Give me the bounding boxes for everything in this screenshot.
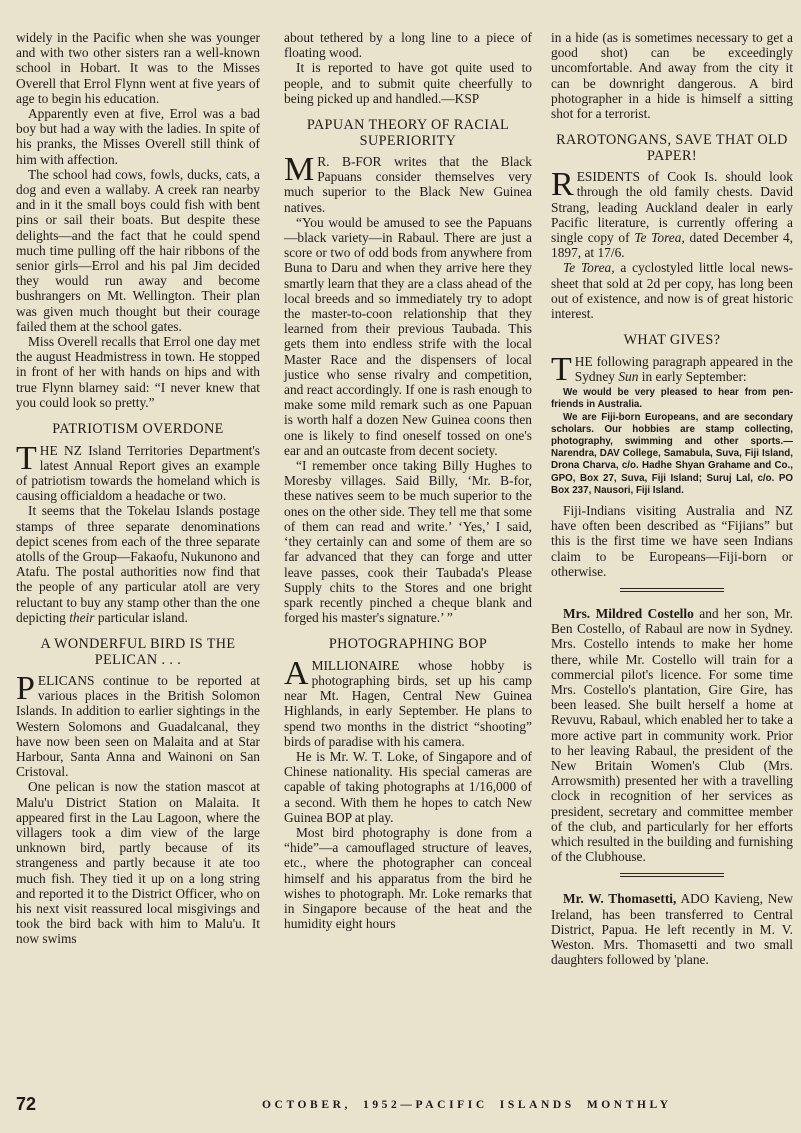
what-gives-paragraph-2: Fiji-Indians visiting Australia and NZ have often been described as “Fijians” but this is the first time we have seen Indians claim to be Europeans—Fiji-born or otherwise. <box>551 502 793 579</box>
papuan-heading: PAPUAN THEORY OF RACIAL SUPERIORITY <box>306 117 510 149</box>
column-3 <box>551 30 793 967</box>
drop-cap: R <box>551 166 574 204</box>
bop-paragraph-4: in a hide (as is sometimes necessary to get a good shot) can be exceedingly uncomfortable. And away from the city it can be downright dangerous. A bird photographer in a hide is himself a sitting shot for a terrorist. <box>551 30 793 122</box>
drop-cap: A <box>284 654 309 692</box>
flynn-paragraph-3: The school had cows, fowls, ducks, cats, a dog and even a wallaby. A creek ran nearby and in it the small boys could fish with bent pins or sail their boats. But despite these delights—and the fact that he could spend much time pulling off the hair ribbons of the senior girls—Errol and his pal Jim decided they would run away and become bushrangers on Mt. Wellington. Their plan was given much thought but their courage failed them at the school gates. <box>16 166 260 334</box>
pelican-paragraph-4: It is reported to have got quite used to people, and to submit quite cheerfully to being picked up and handled.—KSP <box>284 60 532 106</box>
pelican-paragraph-2: One pelican is now the station mascot at Malu'u District Station on Malaita. It appeared first in the Lau Lagoon, where the villagers took a dim view of the large unknown bird, partly because of its strangeness and partly because it ate too much fish. They tied it up on a long string and reported it to the District Officer, who on his next visit reassured local misgivings and took the bird back with him to Malu'u. It now swims <box>16 779 260 947</box>
costello-paragraph: Mrs. Mildred Costello and her son, Mr. Ben Costello, of Rabaul are now in Sydney. Mrs. Costello intends to make her home there, while Mr. Costello will train for a commercial pilot's licence. For some time Mrs. Costello's plantation, Gire Gire, has been leased. She built herself a home at Revuvu, Rabaul, which enabled her to take a more active part in community work. Prior to her leaving Rabaul, the president of the New Britain Women's Club (Mrs. Arrowsmith) presented her with a travelling clock in recognition of her services as president, secretary and committee member of the club, and particularly for her efforts which resulted in the building and furnishing of the Clubhouse. <box>551 606 793 865</box>
column-1 <box>16 30 260 947</box>
bop-paragraph-1: AMILLIONAIRE whose hobby is photographing birds, set up his camp near Mt. Hagen, Central New Guinea Highlands, in early September. He plans to spend two months in the district “shooting” birds of paradise with his camera. <box>284 654 532 749</box>
bop-paragraph-2: He is Mr. W. T. Loke, of Singapore and of Chinese nationality. His special cameras are capable of taking photographs at 1/16,000 of a second. With them he hopes to catch New Guinea BOP at play. <box>284 749 532 825</box>
section-divider <box>620 873 724 877</box>
pelican-paragraph-3: about tethered by a long line to a piece of floating wood. <box>284 30 532 61</box>
running-footer: OCTOBER, 1952—PACIFIC ISLANDS MONTHLY <box>262 1099 672 1111</box>
patriotism-paragraph-2: It seems that the Tokelau Islands postage stamps of three separate denominations depict scenes from each of the three separate atolls of the Group—Fakaofu, Nukunono and Atafu. The postal authorities now find that the people of any particular atoll are very reluctant to buy any stamp other than the one depicting their particular island. <box>16 503 260 625</box>
what-gives-paragraph-1: THE following paragraph appeared in the Sydney Sun in early September: <box>551 350 793 388</box>
papuan-paragraph-2: “You would be amused to see the Papuans—black variety—in Rabaul. There are just a score or two of odd bods from anywhere from Buna to Daru and when they arrive here they smartly learn that they are a class ahead of the local breeds and so immediately try to adopt the master-to-coon relationship that they learned from their previous Taubada. This gets them into endless strife with the local Master Race and the dispensers of local justice who sense rivalry and competition, and react accordingly. If one is rash enough to make some mild remark such as one Papuan is worth half a dozen New Guinea coons then one is likely to find oneself tossed on one's ear and an outcaste from decent society. <box>284 214 532 458</box>
patriotism-paragraph-1: THE NZ Island Territories Department's latest Annual Report gives an example of patriotism towards the homeland which is causing officialdom a headache or two. <box>16 439 260 504</box>
papuan-paragraph-1: M R. B-FOR writes that the Black Papuans consider themselves very much superior to the Black New Guinea natives. <box>284 151 532 215</box>
flynn-paragraph-4: Miss Overell recalls that Errol one day met the august Headmistress in town. He stopped in front of her with hands on hips and with true Flynn blarney said: “I never knew that you could look so pretty.” <box>16 334 260 410</box>
section-divider <box>620 588 724 592</box>
quote-paragraph-1: We would be very pleased to hear from pen-friends in Australia. <box>551 387 793 411</box>
drop-cap: T <box>16 439 37 477</box>
flynn-paragraph-1: widely in the Pacific when she was younger and with two other sisters ran a well-known school in Hobart. It was to the Misses Overell that Errol Flynn went at five years of age to begin his education. <box>16 30 260 106</box>
quoted-advertisement <box>551 387 793 497</box>
rarotongans-heading: RAROTONGANS, SAVE THAT OLD PAPER! <box>556 132 788 164</box>
flynn-paragraph-2: Apparently even at five, Errol was a bad boy but had a way with the ladies. In spite of his pranks, the Misses Overell still think of him with affection. <box>16 106 260 167</box>
drop-cap: P <box>16 670 35 708</box>
what-gives-heading: WHAT GIVES? <box>623 332 721 349</box>
pelican-paragraph-1: PELICANS continue to be reported at various places in the British Solomon Islands. In addition to earlier sightings in the Western Solomons and Guadalcanal, they have now been seen on Malaita and at Star Harbour, Santa Anna and Wainoni on San Cristoval. <box>16 670 260 780</box>
page-number: 72 <box>16 1094 37 1114</box>
column-2 <box>284 30 532 931</box>
pelican-heading: A WONDERFUL BIRD IS THE PELICAN . . . <box>40 636 236 668</box>
bop-paragraph-3: Most bird photography is done from a “hide”—a camouflaged structure of leaves, etc., where the photographer can conceal himself and his apparatus from the bird he wishes to photograph. Mr. Loke remarks that in Singapore because of the heat and the humidity eight hours <box>284 825 532 932</box>
papuan-paragraph-3: “I remember once taking Billy Hughes to Moresby villages. Said Billy, ‘Mr. B-for, these natives seem to be much superior to the ones on the other side. They tell me that some of them can read and write.’ ‘Yes,’ I said, ‘they certainly can and some of them are so far advanced that they can forge and utter leave passes, cook their Taubada's Please Supply chits to the Stores and one bright spark recently pinched a cheque blank and forged his master's signature.’ ” <box>284 458 532 626</box>
rarotongans-paragraph-1: RESIDENTS of Cook Is. should look through the old family chests. David Strang, leading Auckland dealer in early Pacific literature, is currently offering a single copy of Te Torea, dated December 4, 1897, at 17/6. <box>551 166 793 261</box>
rarotongans-paragraph-2: Te Torea, a cyclostyled little local news-sheet that sold at 2d per copy, has long been out of existence, and now is of great historic interest. <box>551 260 793 322</box>
patriotism-heading: PATRIOTISM OVERDONE <box>52 421 224 438</box>
page-footer <box>16 1094 791 1118</box>
thomasetti-paragraph: Mr. W. Thomasetti, ADO Kavieng, New Ireland, has been transferred to Central District, Papua. He left recently in M. V. Weston. Mrs. Thomasetti and two small daughters followed by 'plane. <box>551 891 794 968</box>
drop-cap: M <box>284 151 315 189</box>
bop-heading: PHOTOGRAPHING BOP <box>328 636 488 653</box>
drop-cap: T <box>551 350 572 388</box>
quote-paragraph-2: We are Fiji-born Europeans, and are secondary scholars. Our hobbies are stamp collecting, photography, swimming and other sports.—Narendra, DAV College, Samabula, Suva, Fiji Island, Drona Charva, c/o. Hadhe Shyan Grahame and Co., GPO, Box 27, Suva, Fiji Island; Suruj Lal, c/o. PO Box 237, Nausori, Fiji Island. <box>551 411 793 496</box>
